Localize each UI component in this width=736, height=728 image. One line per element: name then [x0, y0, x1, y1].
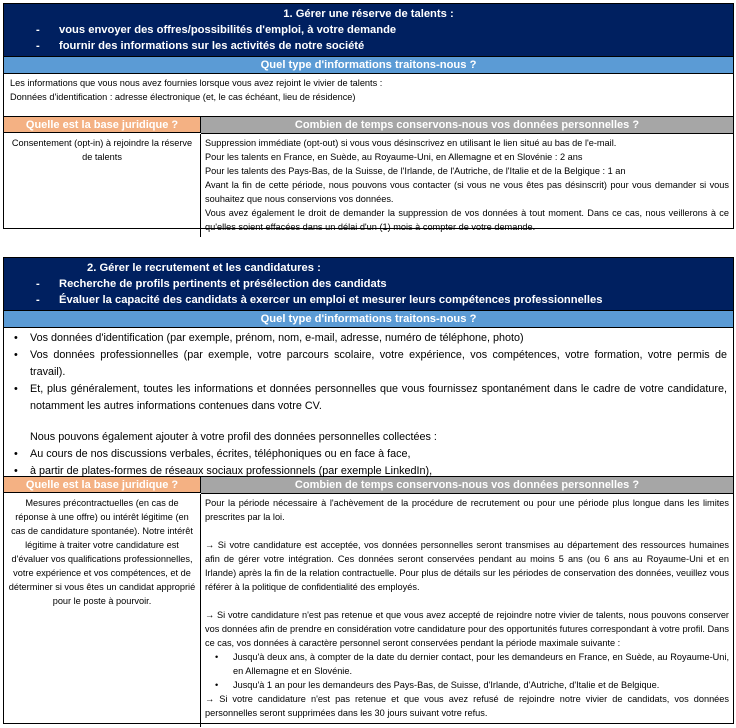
list-item: • Jusqu'à deux ans, à compter de la date du dernier contact, pour les demandeurs en France, en Suède, au Royaume-Uni, en Allemagne et en Slovénie.: [215, 652, 729, 676]
info-type-header: Quel type d'informations traitons-nous ?: [4, 57, 733, 74]
bullet-marker: •: [215, 652, 219, 662]
list-item: • Vos données d'identification (par exemple, prénom, nom, e-mail, adresse, numéro de téléphone, photo): [4, 330, 733, 347]
list-item: • Vos données professionnelles (par exemple, votre parcours scolaire, votre expérience, vos compétences, votre formation, votre permis de travail).: [14, 349, 727, 378]
dash-marker: -: [36, 278, 40, 290]
bullet-marker: •: [14, 448, 18, 460]
purpose-item: - Évaluer la capacité des candidats à exercer un emploi et mesurer leurs compétences professionnelles: [36, 294, 603, 306]
dash-marker: -: [36, 40, 40, 52]
list-item: • à partir de plates-formes de réseaux sociaux professionnels (par exemple LinkedIn),: [4, 463, 733, 480]
column-headers: [4, 117, 733, 134]
list-item: • Et, plus généralement, toutes les informations et données personnelles que vous fournissez spontanément dans le cadre de votre candidature, notamment les autres informations contenues dans votre CV.: [14, 383, 727, 412]
list-item: • Jusqu'à 1 an pour les demandeurs des Pays-Bas, de Suisse, d'Irlande, d'Autriche, d'Italie et de Belgique.: [215, 680, 660, 690]
retention-header: Combien de temps conservons-nous vos données personnelles ?: [201, 477, 733, 494]
bullet-marker: •: [14, 332, 18, 344]
dash-marker: -: [36, 24, 40, 36]
legal-basis-header: Quelle est la base juridique ?: [4, 117, 201, 133]
bullet-marker: •: [215, 680, 219, 690]
purpose-item: - Recherche de profils pertinents et présélection des candidats: [36, 278, 387, 290]
purpose-item: - fournir des informations sur les activités de notre société: [36, 40, 365, 52]
legal-basis-text: Mesures précontractuelles (en cas de réponse à une offre) ou intérêt légitime (en cas de candidature spontanée). Notre intérêt légitime à traiter votre candidature est d'évaluer vos qualifications professionnelles, votre expérience et vos compétences, et de déterminer si vous êtes un candidat approprié pour le poste à pourvoir.: [4, 494, 201, 727]
purpose-item: - vous envoyer des offres/possibilités d'emploi, à votre demande: [36, 24, 397, 36]
info-type-header: Quel type d'informations traitons-nous ?: [4, 311, 733, 328]
list-item: • Au cours de nos discussions verbales, écrites, téléphoniques ou en face à face,: [4, 446, 733, 463]
legal-basis-text: Consentement (opt-in) à rejoindre la réserve de talents: [4, 134, 201, 237]
retention-text: Suppression immédiate (opt-out) si vous vous désinscrivez en utilisant le lien situé au bas de l'e-mail. Pour les talents en France, en Suède, au Royaume-Uni, en Allemagne et en Slovénie : 2 ans Pour les talents des Pays-Bas, de la Suisse, de l'Irlande, de l'Autriche, de l'Italie et de la Belgique : 1 an Avant la fin de cette période, nous pouvons vous contacter (si vous ne vous êtes pas désinscrit) pour vous demander si vous souhaitez que nous conservions vos données. Vous avez également le droit de demander la suppression de vos données à tout moment. Dans ce cas, nous veillerons à ce qu'elles soient effacées dans un délai d'un (1) mois à compter de votre demande.: [205, 138, 729, 232]
dash-marker: -: [36, 294, 40, 306]
info-type-content: Les informations que vous nous avez fournies lorsque vous avez rejoint le vivier de talents : Données d'identification : adresse électronique (et, le cas échéant, lieu de résidence): [4, 74, 733, 117]
bullet-marker: •: [14, 383, 18, 395]
section-title: 2. Gérer le recrutement et les candidatures :: [87, 262, 321, 274]
talent-pool-table: [3, 3, 734, 232]
info-type-content: [4, 328, 733, 477]
details-row: [4, 134, 733, 237]
retention-header: Combien de temps conservons-nous vos données personnelles ?: [201, 117, 733, 134]
details-row: [4, 494, 733, 727]
section-header: [4, 258, 733, 311]
extra-info-intro: Nous pouvons également ajouter à votre profil des données personnelles collectées :: [30, 431, 437, 443]
retention-text: Pour la période nécessaire à l'achèvement de la procédure de recrutement ou pour une période plus longue dans les limites prescrites par la loi. → Si votre candidature est acceptée, vos données personnelles seront transmises au département des ressources humaines afin de gérer votre intégration. Ces données seront conservées pendant au moins 5 ans (ou 6 ans au Royaume-Uni et en Irlande) après la fin de la relation contractuelle. Pour plus de détails sur les périodes de conservation des données, veuillez vous référer à la politique de confidentialité des employés. → Si votre candidature n'est pas retenue et que vous avez accepté de rejoindre notre vivier de talents, nous pouvons conserver vos données afin de prendre en considération votre candidature pour des opportunités futures correspondant à votre profil. Dans ce cas, vos données à caractère personnel seront conservées pendant la période maximale suivante : • Jusqu'à deux ans, à compter de la date du dernier contact, pour les demandeurs en France, en Suède, au Royaume-Uni, en Allemagne et en Slovénie. • Jusqu'à 1 an pour les demandeurs des Pays-Bas, de Suisse, d'Irlande, d'Autriche, d'Italie et de Belgique. → Si votre candidature n'est pas retenue et que vous avez refusé de rejoindre notre vivier de candidats, vos données personnelles seront supprimées dans les 30 jours suivant votre refus.: [205, 498, 729, 718]
bullet-marker: •: [14, 465, 18, 477]
section-header: [4, 4, 733, 57]
legal-basis-header: Quelle est la base juridique ?: [4, 477, 201, 493]
recruitment-table: [3, 257, 734, 724]
bullet-marker: •: [14, 349, 18, 361]
section-title: 1. Gérer une réserve de talents :: [283, 8, 454, 20]
